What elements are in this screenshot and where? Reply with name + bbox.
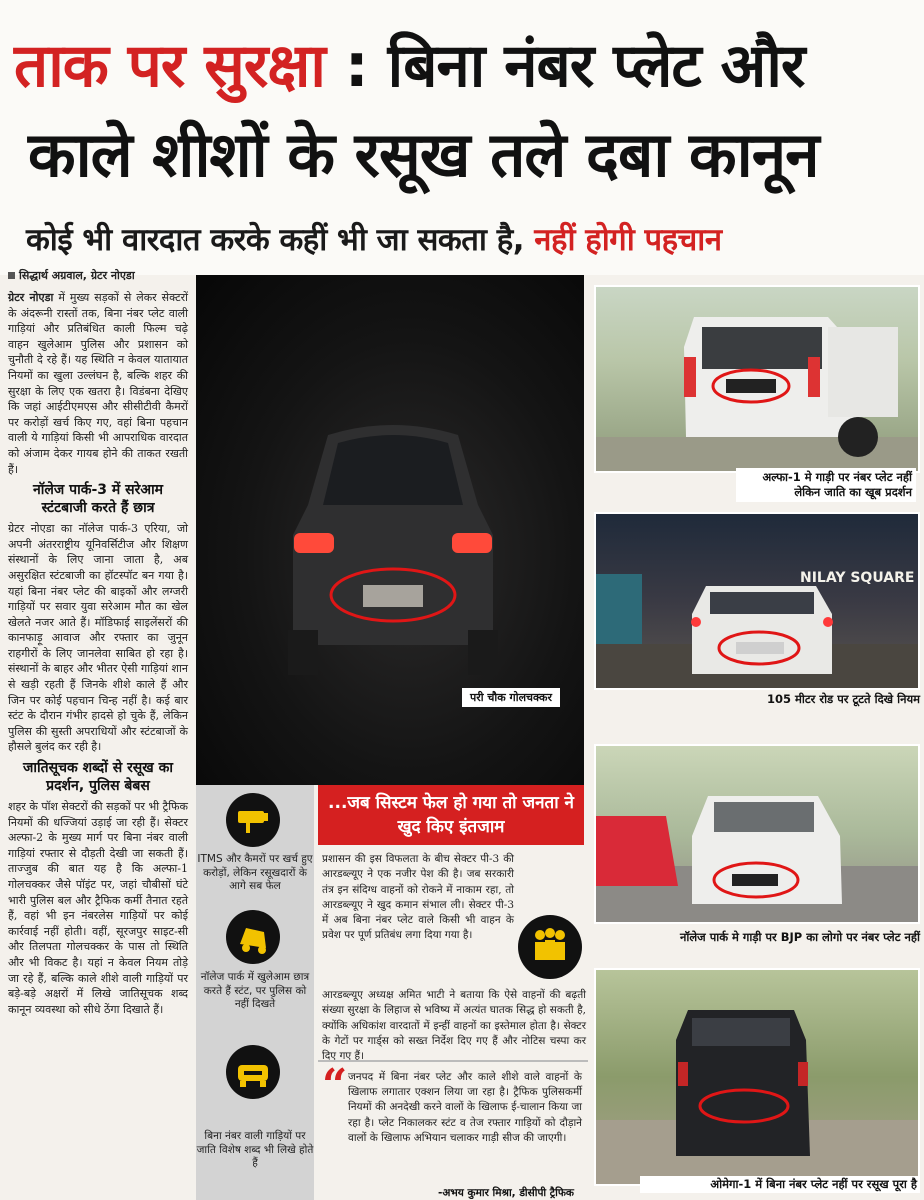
article-paragraph (8, 290, 188, 477)
photo-caption: नॉलेज पार्क मे गाड़ी पर BJP का लोगो पर नंबर प्लेट नहीं (680, 930, 920, 944)
official-quote (318, 1060, 588, 1200)
quote-attribution: -अभय कुमार मिश्रा, डीसीपी ट्रैफिक (438, 1187, 574, 1199)
section-heading: नॉलेज पार्क-3 में सरेआम स्टंटबाजी करते हैं छात्र (32, 482, 164, 517)
photo-caption: परी चौक गोलचक्कर (462, 688, 560, 707)
box-paragraph: आरडब्ल्यूए अध्यक्ष अमित भाटी ने बताया कि ऐसे वाहनों की बढ़ती संख्या सुरक्षा के लिहाज से भविष्य में अत्यंत घातक सिद्ध हो सकती है, क्योंकि अधिकांश वारदातों में इन्हीं वाहनों का इस्तेमाल होता है। सेक्टर के गेटों पर गार्ड्स को सख्त निर्देश दिए गए हैं और नोटिस चस्पा कर दिए गए हैं। (322, 989, 586, 1063)
photo-white-hatchback-day (594, 744, 920, 924)
photo-white-suv (594, 285, 920, 473)
article-paragraph: ग्रेटर नोएडा का नॉलेज पार्क-3 एरिया, जो अपनी अंतरराष्ट्रीय यूनिवर्सिटीज और शिक्षण संस्थानों के लिए जाना जाता है, अब असुरक्षित स्टंटबाजी का हॉटस्पॉट बन गया है। यहां बिना नंबर प्लेट की बाइकों और लग्जरी गाड़ियों पर सवार युवा सरेआम मौत का खेल खेलते नजर आते हैं। मॉडिफाई साइलेंसरों की कानफाड़ू आवाज और रफ्तार का जुनून राहगीरों के लिए जानलेवा साबित हो रहा है। संस्थानों के बाहर और भीतर ऐसी गाड़ियां शान से खड़ी रहती हैं जिनके शीशे काले हैं और जिन पर कोई पहचान चिन्ह नहीं है। कई बार स्टंट के दौरान गंभीर हादसे हो चुके हैं, लेकिन पुलिस की सुस्ती अपराधियों और स्टंटबाजों के हौसले बुलंद कर रही है। (8, 522, 188, 754)
headline-red-part: ताक पर सुरक्षा (14, 31, 325, 101)
headline-black-part: : बिना नंबर प्लेट और (344, 31, 805, 101)
article-paragraph: शहर के पॉश सेक्टरों की सड़कों पर भी ट्रैफिक नियमों की धज्जियां उड़ाई जा रही हैं। सेक्टर अल्फा-2 के मुख्य मार्ग पर बिना नंबर वाली गाड़ियां रफ्तार से दौड़ती देखी जा सकती हैं। ताज्जुब की बात यह है कि अल्फा-1 गोलचक्कर जैसे पॉइंट पर, जहां चौबीसों घंटे भारी पुलिस बल और ट्रैफिक कर्मी तैनात रहते हैं, वहां भी इन नंबरलेस गाड़ियों पर कोई कार्रवाई नहीं होती। वहीं, सूरजपुर साइट-सी और तिलपता गोलचक्कर के पास तो स्थिति और भी विकट है। यहां न केवल नियम तोड़े जा रहे हैं, बल्कि काले शीशे वाली गाड़ियों पर बड़े-बड़े अक्षरों में लिखे जातिसूचक शब्द कानून व्यवस्था को सीधे ठेंगा दिखाते हैं। (8, 800, 188, 1016)
photo-white-hatchback-night (594, 512, 920, 690)
byline: सिद्धार्थ अग्रवाल, ग्रेटर नोएडा (8, 268, 135, 283)
crowd-icon (518, 915, 582, 979)
main-article-column (8, 290, 188, 1020)
night-car-photo (196, 275, 584, 785)
photo-caption: अल्फा-1 मे गाड़ी पर नंबर प्लेट नहीं लेकिन जाति का खूब प्रदर्शन (736, 468, 916, 502)
photo-black-suv (594, 968, 920, 1186)
quote-mark-icon: “ (322, 1060, 348, 1111)
highlight-text: नॉलेज पार्क में खुलेआम छात्र करते हैं स्टंट, पर पुलिस को नहीं दिखते (200, 971, 310, 1010)
headline-block (0, 0, 924, 275)
photo-caption: 105 मीटर रोड पर टूटते दिखे नियम (767, 692, 920, 706)
box-heading: ...जब सिस्टम फेल हो गया तो जनता ने खुद किए इंतजाम (318, 785, 584, 845)
photo-caption: ओमेगा-1 में बिना नंबर प्लेट नहीं पर रसूख पूरा है (640, 1176, 920, 1193)
shop-sign: NILAY SQUARE (800, 570, 915, 586)
section-heading: जातिसूचक शब्दों से रसूख का प्रदर्शन, पुलिस बेबस (23, 760, 173, 795)
cctv-camera-icon (226, 793, 280, 847)
box-paragraph: प्रशासन की इस विफलता के बीच सेक्टर पी-3 की आरडब्ल्यूए ने एक नजीर पेश की है। जब सरकारी तंत्र इन संदिग्ध वाहनों को रोकने में नाकाम रहा, तो आरडब्ल्यूए ने खुद कमान संभाल ली। सेक्टर पी-3 में अब बिना नंबर प्लेट वाले किसी भी वाहन के प्रवेश पर पूर्ण प्रतिबंध लगा दिया गया है। (322, 853, 514, 942)
car-front-icon (226, 1045, 280, 1099)
paragraph-text: में मुख्य सड़कों से लेकर सेक्टरों के अंदरूनी रास्तों तक, बिना नंबर प्लेट वाली गाड़ियां और प्रतिबंधित काली फिल्म चढ़े वाहन खुलेआम पुलिस और प्रशासन को चुनौती दे रहे हैं। यह स्थिति न केवल यातायात नियमों का खुला उल्लंघन है, बल्कि शहर की सुरक्षा के लिए एक खतरा है। विडंबना देखिए कि जहां आईटीएमएस और सीसीटीवी कैमरों पर करोड़ों खर्च किए गए, वहां बिना पहचान वाली ये गाड़ियां किसी भी आपराधिक वारदात को अंजाम देकर गायब होने की ताकत रखती हैं। (8, 291, 188, 476)
crashed-car-icon (226, 910, 280, 964)
white-suv-illustration (596, 287, 920, 473)
dateline: ग्रेटर नोएडा (8, 291, 54, 304)
hatchback-day-illustration (596, 746, 920, 924)
hatchback-night-illustration (596, 514, 920, 690)
headline-line-2: काले शीशों के रसूख तले दबा कानून (28, 118, 819, 191)
subhead-red: नहीं होगी पहचान (534, 222, 722, 258)
highlight-text: बिना नंबर वाली गाड़ियों पर जाति विशेष शब्द भी लिखे होते हैं (196, 1130, 314, 1169)
highlights-sidebar (196, 785, 314, 1200)
subhead-black: कोई भी वारदात करके कहीं भी जा सकता है, (26, 222, 524, 258)
headline-line-1 (14, 28, 914, 104)
night-car-illustration (288, 415, 498, 675)
highlight-text: ITMS और कैमरों पर खर्च हुए करोड़ों, लेकिन रसूखदारों के आगे सब फेल (197, 853, 313, 892)
quote-text: जनपद में बिना नंबर प्लेट और काले शीशे वाले वाहनों के खिलाफ लगातार एक्शन लिया जा रहा है। ट्रैफिक पुलिसकर्मी नियमों की अनदेखी करने वालों के खिलाफ ई-चालान किया जा रहा है। प्लेट निकालकर स्टंट व तेज रफ्तार गाड़ियों को दौड़ाने वालों के खिलाफ अभियान चलाकर गाड़ी सीज की जाएगी। (348, 1071, 582, 1144)
black-suv-illustration (596, 970, 920, 1186)
subheadline (26, 218, 916, 262)
